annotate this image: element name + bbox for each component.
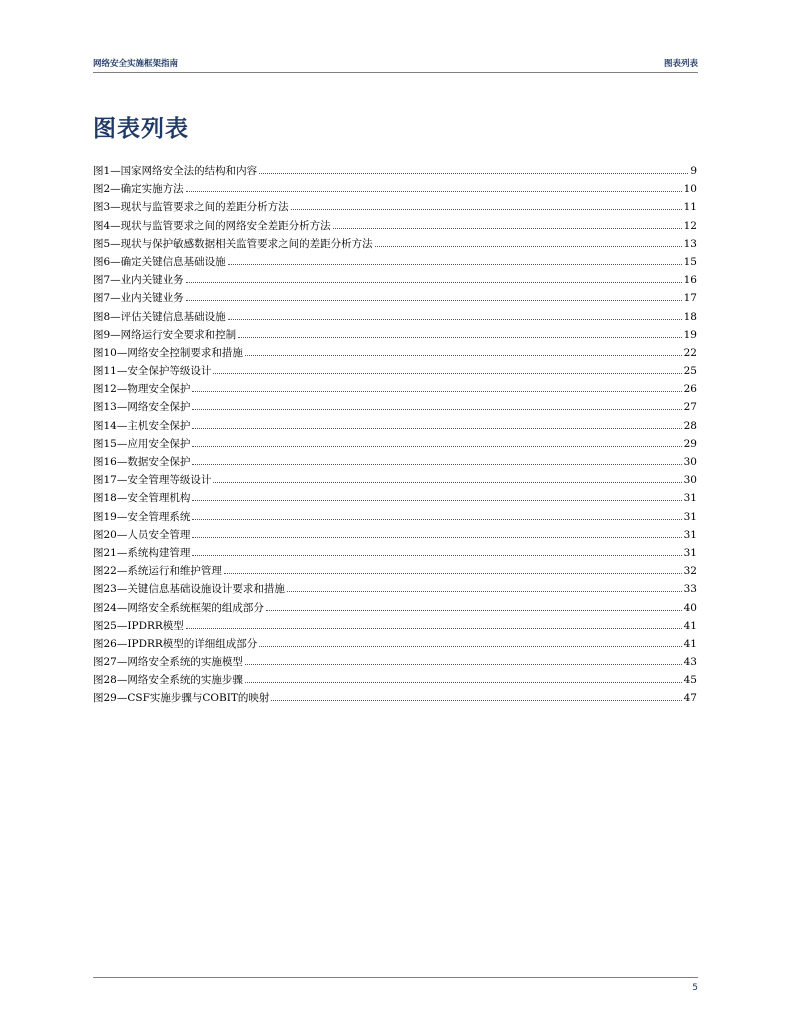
toc-entry-label: 图1—国家网络安全法的结构和内容 xyxy=(93,165,258,177)
toc-entry-page-number: 31 xyxy=(683,492,697,505)
dot-leader xyxy=(186,281,682,283)
toc-entry[interactable] xyxy=(93,635,697,653)
toc-entry-page-number: 27 xyxy=(683,401,697,414)
dot-leader xyxy=(192,499,681,501)
toc-entry-page-number: 9 xyxy=(690,165,697,177)
toc-entry-page-number: 17 xyxy=(683,292,697,305)
toc-entry[interactable] xyxy=(93,289,697,307)
toc-entry-page-number: 31 xyxy=(683,510,697,523)
dot-leader xyxy=(192,554,681,556)
toc-entry-page-number: 43 xyxy=(683,656,697,669)
toc-entry[interactable] xyxy=(93,653,697,671)
toc-entry-label: 图26—IPDRR模型的详细组成部分 xyxy=(93,637,258,650)
toc-entry-page-number: 11 xyxy=(683,201,697,214)
toc-entry[interactable] xyxy=(93,471,697,489)
toc-entry-label: 图28—网络安全系统的实施步骤 xyxy=(93,674,243,687)
toc-entry-label: 图24—网络安全系统框架的组成部分 xyxy=(93,601,264,614)
page-number: 5 xyxy=(692,983,698,993)
toc-entry-label: 图22—系统运行和维护管理 xyxy=(93,565,222,578)
toc-entry-label: 图7—业内关键业务 xyxy=(93,274,184,287)
toc-entry-label: 图4—现状与监管要求之间的网络安全差距分析方法 xyxy=(93,219,331,232)
toc-entry-page-number: 10 xyxy=(683,183,697,196)
toc-entry-page-number: 30 xyxy=(683,474,697,487)
toc-entry-page-number: 25 xyxy=(683,365,697,378)
toc-entry-label: 图14—主机安全保护 xyxy=(93,419,191,432)
toc-entry[interactable] xyxy=(93,562,697,580)
toc-entry-page-number: 15 xyxy=(683,255,697,268)
toc-entry-label: 图16—数据安全保护 xyxy=(93,456,191,468)
dot-leader xyxy=(192,427,681,429)
toc-entry-page-number: 30 xyxy=(683,456,697,468)
dot-leader xyxy=(213,372,681,374)
toc-entry-page-number: 45 xyxy=(683,674,697,687)
toc-entry[interactable] xyxy=(93,617,697,635)
dot-leader xyxy=(333,227,682,229)
toc-entry-label: 图6—确定关键信息基础设施 xyxy=(93,255,226,268)
toc-entry-label: 图7—业内关键业务 xyxy=(93,292,184,305)
dot-leader xyxy=(245,663,682,665)
dot-leader xyxy=(228,263,682,265)
toc-entry-label: 图20—人员安全管理 xyxy=(93,528,191,541)
dot-leader xyxy=(245,354,682,356)
dot-leader xyxy=(287,590,682,592)
toc-entry-label: 图2—确定实施方法 xyxy=(93,183,184,196)
dot-leader xyxy=(192,536,681,538)
toc-entry-page-number: 29 xyxy=(683,437,697,450)
dot-leader xyxy=(271,699,681,701)
document-title: 网络安全实施框架指南 xyxy=(93,59,179,69)
dot-leader xyxy=(192,518,681,520)
dot-leader xyxy=(259,645,681,647)
toc-entry-page-number: 31 xyxy=(683,546,697,559)
toc-entry-page-number: 18 xyxy=(683,310,697,323)
toc-entry[interactable] xyxy=(93,453,697,471)
dot-leader xyxy=(228,318,682,320)
toc-entry[interactable] xyxy=(93,162,697,180)
dot-leader xyxy=(224,572,682,574)
running-header xyxy=(93,52,698,73)
toc-entry-label: 图18—安全管理机构 xyxy=(93,492,191,505)
toc-entry-label: 图9—网络运行安全要求和控制 xyxy=(93,328,237,341)
toc-entry-label: 图19—安全管理系统 xyxy=(93,510,191,523)
toc-entry-label: 图8—评估关键信息基础设施 xyxy=(93,310,226,323)
toc-entry[interactable] xyxy=(93,253,697,271)
dot-leader xyxy=(291,208,682,210)
toc-entry-page-number: 41 xyxy=(683,619,697,632)
toc-entry[interactable] xyxy=(93,435,697,453)
toc-entry[interactable] xyxy=(93,308,697,326)
toc-entry-label: 图23—关键信息基础设施设计要求和措施 xyxy=(93,583,285,596)
toc-entry-page-number: 28 xyxy=(683,419,697,432)
toc-entry[interactable] xyxy=(93,180,697,198)
toc-entry-label: 图29—CSF实施步骤与COBIT的映射 xyxy=(93,692,270,705)
dot-leader xyxy=(186,299,682,301)
toc-entry[interactable] xyxy=(93,417,697,435)
toc-entry-label: 图27—网络安全系统的实施模型 xyxy=(93,656,243,669)
dot-leader xyxy=(245,681,682,683)
page-title: 图表列表 xyxy=(93,116,189,142)
toc-entry-page-number: 31 xyxy=(683,528,697,541)
toc-entry[interactable] xyxy=(93,544,697,562)
toc-entry-page-number: 12 xyxy=(683,219,697,232)
toc-entry[interactable] xyxy=(93,198,697,216)
toc-entry[interactable] xyxy=(93,217,697,235)
toc-entry-label: 图10—网络安全控制要求和措施 xyxy=(93,346,243,359)
toc-entry-label: 图13—网络安全保护 xyxy=(93,401,191,414)
toc-entry-label: 图21—系统构建管理 xyxy=(93,546,191,559)
toc-entry[interactable] xyxy=(93,599,697,617)
dot-leader xyxy=(192,390,681,392)
toc-entry-label: 图5—现状与保护敏感数据相关监管要求之间的差距分析方法 xyxy=(93,237,373,250)
toc-entry-label: 图3—现状与监管要求之间的差距分析方法 xyxy=(93,201,289,214)
toc-entry-page-number: 16 xyxy=(683,274,697,287)
toc-entry[interactable] xyxy=(93,362,697,380)
toc-entry-page-number: 19 xyxy=(683,328,697,341)
list-of-figures xyxy=(93,162,697,708)
toc-entry[interactable] xyxy=(93,508,697,526)
toc-entry-page-number: 22 xyxy=(683,346,697,359)
toc-entry[interactable] xyxy=(93,671,697,689)
toc-entry[interactable] xyxy=(93,344,697,362)
toc-entry[interactable] xyxy=(93,580,697,598)
dot-leader xyxy=(192,408,681,410)
dot-leader xyxy=(186,190,682,192)
dot-leader xyxy=(186,627,682,629)
toc-entry[interactable] xyxy=(93,489,697,507)
toc-entry-label: 图12—物理安全保护 xyxy=(93,383,191,396)
toc-entry-label: 图17—安全管理等级设计 xyxy=(93,474,212,487)
toc-entry[interactable] xyxy=(93,271,697,289)
dot-leader xyxy=(213,481,681,483)
dot-leader xyxy=(266,609,682,611)
toc-entry[interactable] xyxy=(93,326,697,344)
toc-entry-page-number: 41 xyxy=(683,637,697,650)
dot-leader xyxy=(192,445,681,447)
toc-entry-page-number: 40 xyxy=(683,601,697,614)
toc-entry-page-number: 33 xyxy=(683,583,697,596)
toc-entry[interactable] xyxy=(93,398,697,416)
dot-leader xyxy=(238,336,681,338)
toc-entry-page-number: 26 xyxy=(683,383,697,396)
toc-entry-label: 图15—应用安全保护 xyxy=(93,437,191,450)
toc-entry[interactable] xyxy=(93,380,697,398)
toc-entry[interactable] xyxy=(93,235,697,253)
toc-entry-page-number: 32 xyxy=(683,565,697,578)
dot-leader xyxy=(259,172,688,174)
toc-entry[interactable] xyxy=(93,526,697,544)
section-title: 图表列表 xyxy=(663,59,698,69)
dot-leader xyxy=(375,245,682,247)
toc-entry-page-number: 47 xyxy=(683,692,697,705)
toc-entry-page-number: 13 xyxy=(683,237,697,250)
footer-divider xyxy=(93,977,698,978)
toc-entry-label: 图11—安全保护等级设计 xyxy=(93,365,212,378)
toc-entry[interactable] xyxy=(93,689,697,707)
toc-entry-label: 图25—IPDRR模型 xyxy=(93,619,184,632)
dot-leader xyxy=(192,463,681,465)
